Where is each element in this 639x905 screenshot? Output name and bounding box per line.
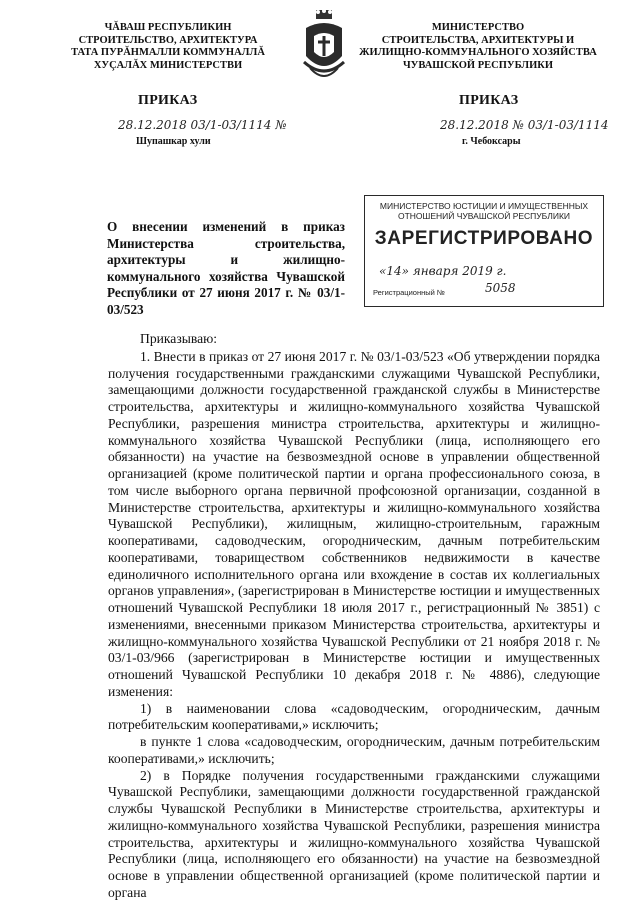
prikaz-heading-chuvash: ПРИКАЗ	[138, 93, 198, 108]
stamp-authority: МИНИСТЕРСТВО ЮСТИЦИИ И ИМУЩЕСТВЕННЫХ ОТНОШЕНИЙ ЧУВАШСКОЙ РЕСПУБЛИКИ	[379, 201, 589, 221]
city-russian: г. Чебоксары	[462, 136, 521, 147]
order-title: О внесении изменений в приказ Министерства строительства, архитектуры и жилищно-коммунального хозяйства Чувашской Республики от 27 июня 2017 г. № 03/1-03/523	[107, 219, 345, 317]
order-date-number-chuvash: 28.12.2018 03/1-03/1114 №	[118, 118, 287, 132]
paragraph-2: 1) в наименовании слова «садоводческим, огородническим, дачным потребительским кооперативами,» исключить;	[108, 700, 600, 733]
header-left-line: ХУÇАЛĂХ МИНИСТЕРСТВИ	[93, 59, 243, 71]
registration-stamp	[364, 195, 604, 307]
stamp-reg-number: 5058	[485, 281, 516, 295]
header-right-line: МИНИСТЕРСТВО	[431, 22, 525, 33]
stamp-registered: ЗАРЕГИСТРИРОВАНО	[374, 228, 594, 249]
paragraph-1: 1. Внести в приказ от 27 июня 2017 г. № 03/1-03/523 «Об утверждении порядка получения государственными гражданскими служащими Чувашской Республики, замещающими должности государственной гражданской службы в Министерстве строительства, архитектуры и жилищно-коммунального хозяйства Чувашской Республики, разрешения министра строительства, архитектуры и жилищно-коммунального хозяйства Чувашской Республики (лица, исполняющего его обязанности) на участие на безвозмездной основе в управлении общественной организацией (кроме политической партии и органа профессионального союза, в том числе выборного органа первичной профсоюзной организации, созданной в Министерстве строительства, архитектуры и жилищно-коммунального хозяйства Чувашской Республики), жилищным, жилищно-строительным, гаражным кооперативами, садоводческим, огородническим, дачным потребительским кооперативами, товариществом собственников недвижимости в качестве единоличного исполнительного органа или вхождение в состав их коллегиальных органов управления», (зарегистрирован в Министерстве юстиции и имущественных отношений Чувашской Республики 18 июля 2017 г., регистрационный № 3851) с изменениями, внесенными приказом Министерства строительства, архитектуры и жилищно-коммунального хозяйства Чувашской Республики от 21 ноября 2018 г. № 03/1-03/966 (зарегистрирован в Министерстве юстиции и имущественных отношений Чувашской Республики 10 декабря 2018 г. № 4886), следующие изменения:	[108, 348, 600, 699]
header-left-line: СТРОИТЕЛЬСТВО, АРХИТЕКТУРА	[78, 34, 258, 46]
header-left-line: ЧĂВАШ РЕСПУБЛИКИН	[104, 22, 232, 33]
header-right-line: ЖИЛИЩНО-КОММУНАЛЬНОГО ХОЗЯЙСТВА	[359, 47, 597, 58]
ministry-name-russian	[358, 22, 598, 72]
ministry-name-chuvash	[48, 22, 288, 72]
stamp-reg-label: Регистрационный №	[373, 288, 445, 297]
order-body	[108, 331, 600, 902]
prikazyvayu: Приказываю:	[140, 331, 218, 346]
header-right-line: ЧУВАШСКОЙ РЕСПУБЛИКИ	[402, 59, 554, 71]
paragraph-3: в пункте 1 слова «садоводческим, огородническим, дачным потребительским кооперативами,» исключить;	[108, 734, 600, 766]
city-chuvash: Шупашкар хули	[136, 136, 211, 147]
header-left-line: ТАТА ПУРĂНМАЛЛИ КОММУНАЛЛĂ	[71, 47, 265, 58]
header-right-line: СТРОИТЕЛЬСТВА, АРХИТЕКТУРЫ И	[381, 34, 575, 46]
coat-of-arms-icon	[300, 6, 348, 94]
paragraph-4: 2) в Порядке получения государственными гражданскими служащими Чувашской Республики, замещающими должности государственной гражданской службы Чувашской Республики в Министерстве строительства, архитектуры и жилищно-коммунального хозяйства Чувашской Республики, разрешения министра строительства, архитектуры и жилищно-коммунального хозяйства Чувашской Республики (лица, исполняющего его обязанности) на участие на безвозмездной основе в управлении общественной организацией (кроме политической партии и органа	[108, 767, 600, 900]
order-date-number-russian: 28.12.2018 № 03/1-03/1114	[440, 118, 609, 132]
prikaz-heading-russian: ПРИКАЗ	[459, 93, 519, 108]
stamp-date: «14» января 2019 г.	[379, 264, 507, 278]
